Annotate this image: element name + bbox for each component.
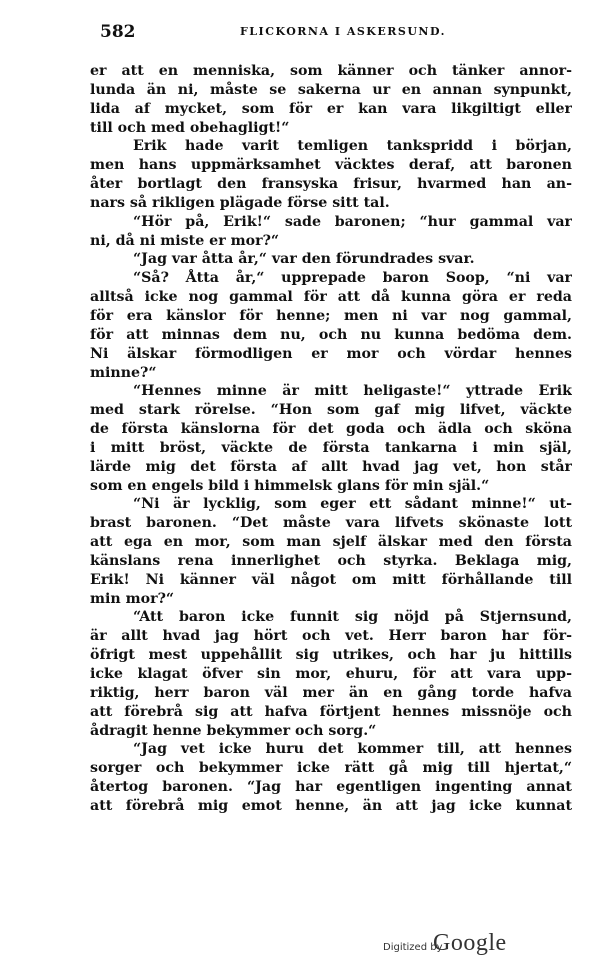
text-line: “Att baron icke funnit sig nöjd på Stjernsund, xyxy=(133,609,572,626)
text-line: Ni älskar förmodligen er mor och vördar hennes xyxy=(90,345,572,362)
text-line: med stark rörelse. “Hon som gaf mig lifvet, väckte xyxy=(90,402,572,419)
text-line: öfrigt mest uppehållit sig utrikes, och har ju hittills xyxy=(90,647,572,664)
text-line: alltså icke nog gammal för att då kunna göra er reda xyxy=(90,289,572,306)
digitized-by-label: Digitized by xyxy=(383,942,443,953)
text-line: för era känslor för henne; men ni var nog gammal, xyxy=(90,307,572,324)
text-line: lärde mig det första af allt hvad jag vet, hon står xyxy=(90,458,572,475)
text-line: Erik hade varit temligen tankspridd i början, xyxy=(133,138,572,155)
text-line: “Jag vet icke huru det kommer till, att hennes xyxy=(133,741,572,758)
text-line: att ega en mor, som man sjelf älskar med den första xyxy=(90,534,572,551)
text-line: åter bortlagt den fransyska frisur, hvarmed han an- xyxy=(90,176,572,193)
digitization-watermark xyxy=(383,930,563,960)
text-line: till och med obehagligt!“ xyxy=(90,119,290,136)
text-line: som en engels bild i himmelsk glans för min själ.“ xyxy=(90,477,490,494)
text-line: återtog baronen. “Jag har egentligen ingenting annat xyxy=(90,779,572,796)
running-title: FLICKORNA I ASKERSUND. xyxy=(240,25,446,38)
text-line: för att minnas dem nu, och nu kunna bedöma dem. xyxy=(90,326,572,343)
text-line: sorger och bekymmer icke rätt gå mig till hjertat,“ xyxy=(90,760,572,777)
text-line: men hans uppmärksamhet väcktes deraf, att baronen xyxy=(90,157,572,174)
text-line: “Hennes minne är mitt heligaste!“ yttrade Erik xyxy=(133,383,572,400)
text-line: lida af mycket, som för er kan vara likgiltigt eller xyxy=(90,100,572,117)
text-line: lunda än ni, måste se sakerna ur en annan synpunkt, xyxy=(90,81,572,98)
text-line: i mitt bröst, väckte de första tankarna i min själ, xyxy=(90,439,572,456)
text-line: Erik! Ni känner väl något om mitt förhållande till xyxy=(90,571,572,588)
text-line: “Så? Åtta år,“ upprepade baron Soop, “ni var xyxy=(133,270,572,287)
text-line: “Jag var åtta år,“ var den förundrades svar. xyxy=(133,251,475,268)
page-number: 582 xyxy=(100,22,136,42)
text-line: att förebrå mig emot henne, än att jag icke kunnat xyxy=(90,797,572,814)
text-line: riktig, herr baron väl mer än en gång torde hafva xyxy=(90,684,572,701)
text-line: “Hör på, Erik!“ sade baronen; “hur gammal var xyxy=(133,213,572,230)
text-line: “Ni är lycklig, som eger ett sådant minne!“ ut- xyxy=(133,496,572,513)
text-line: min mor?“ xyxy=(90,590,175,607)
page-header xyxy=(90,22,570,46)
text-line: ådragit henne bekymmer och sorg.“ xyxy=(90,722,377,739)
body-text xyxy=(90,62,572,816)
text-line: icke klagat öfver sin mor, ehuru, för att vara upp- xyxy=(90,666,572,682)
text-line: känslans rena innerlighet och styrka. Beklaga mig, xyxy=(90,552,572,569)
text-line: att förebrå sig att hafva förtjent hennes missnöje och xyxy=(90,703,572,720)
google-logo: Google xyxy=(433,930,507,956)
text-line: ni, då ni miste er mor?“ xyxy=(90,232,280,249)
text-line: nars så rikligen plägade förse sitt tal. xyxy=(90,194,390,211)
text-line: minne?“ xyxy=(90,364,157,381)
text-line: er att en menniska, som känner och tänker annor- xyxy=(90,63,572,79)
text-line: är allt hvad jag hört och vet. Herr baron har för- xyxy=(90,628,572,645)
text-line: de första känslorna för det goda och ädla och sköna xyxy=(90,421,572,438)
text-line: brast baronen. “Det måste vara lifvets skönaste lott xyxy=(90,515,572,532)
